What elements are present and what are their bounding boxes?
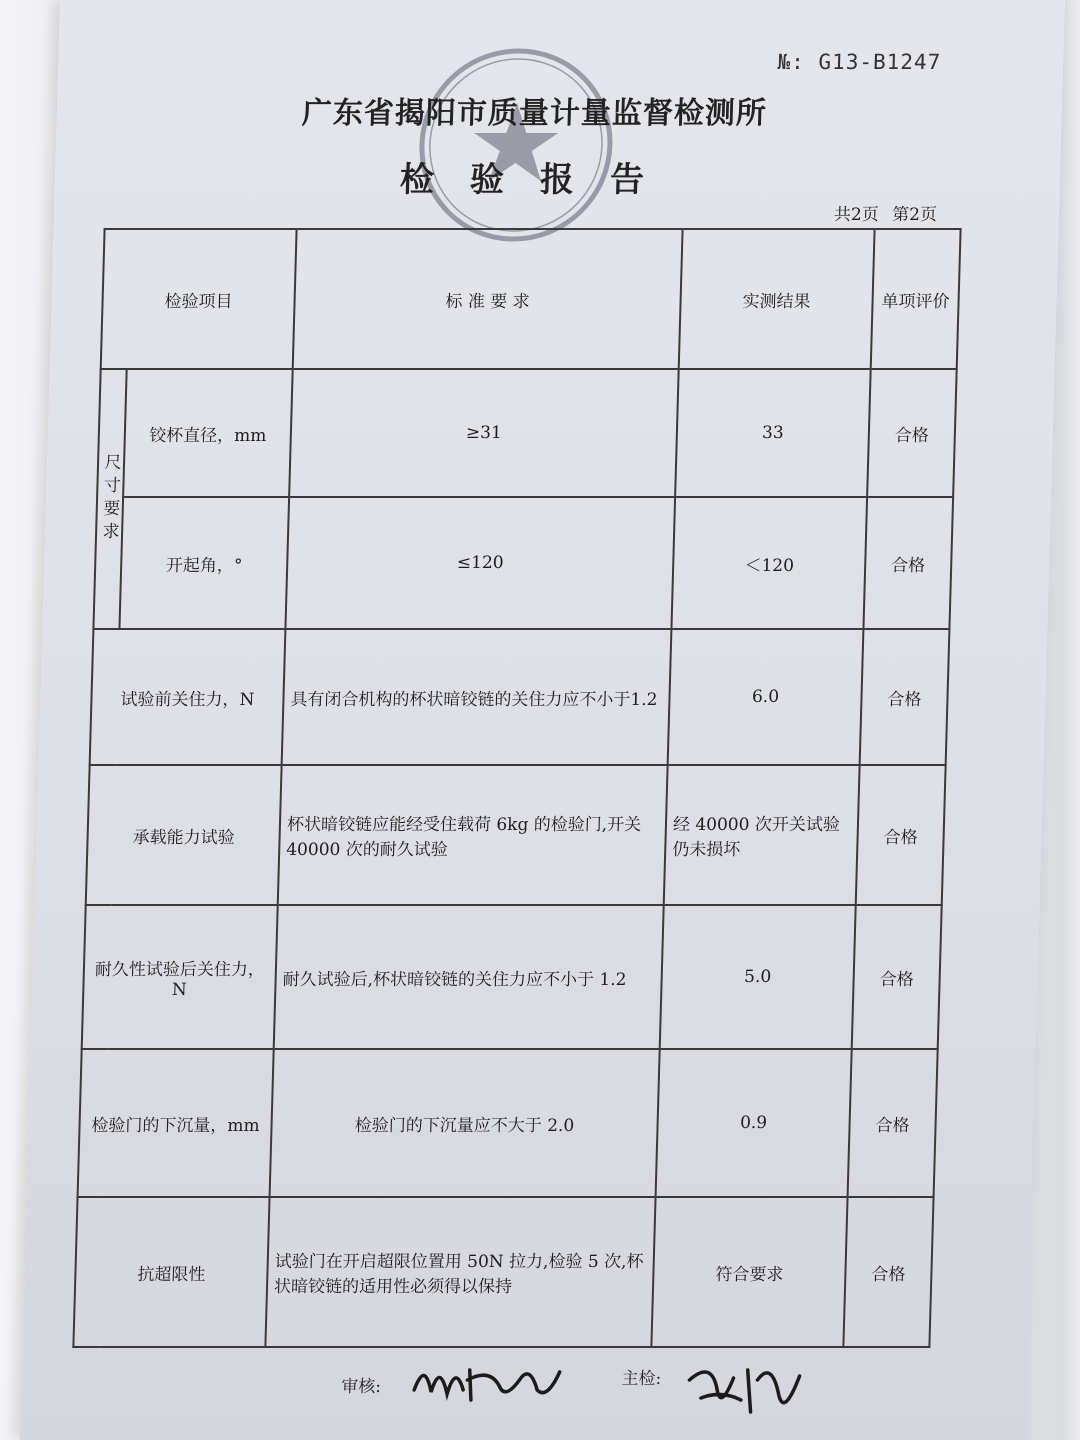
row-rating: 合格 [843, 1197, 933, 1347]
report-page [20, 0, 1065, 1440]
group-label: 尺寸要求 [93, 369, 126, 629]
row-result: 5.0 [660, 905, 856, 1049]
row-standard: ≤120 [285, 497, 675, 629]
page-count: 共2页 第2页 [833, 205, 938, 225]
table-header-row [101, 229, 961, 369]
header-rating: 单项评价 [871, 229, 961, 369]
inspector-label: 主检: [621, 1369, 662, 1389]
table-row [82, 905, 942, 1049]
row-result: 6.0 [668, 629, 864, 765]
report-number: №: G13-B1247 [777, 50, 942, 74]
reviewer-signature [409, 1350, 571, 1410]
row-standard: 耐久试验后,杯状暗铰链的关住力应不小于 1.2 [274, 905, 664, 1049]
inspector-signature [680, 1350, 812, 1420]
header-standard: 标 准 要 求 [293, 229, 683, 369]
table-row [86, 765, 946, 905]
table-row [93, 497, 953, 629]
row-item: 铰杯直径，mm [123, 369, 293, 497]
page-edge-glare [1062, 0, 1080, 1440]
row-rating: 合格 [848, 1049, 938, 1197]
row-result: ＜120 [671, 497, 867, 629]
row-rating: 合格 [852, 905, 942, 1049]
row-rating: 合格 [860, 629, 950, 765]
row-item: 开起角，° [119, 497, 289, 629]
document-title: 检验报告 [399, 160, 681, 200]
row-standard: 检验门的下沉量应不大于 2.0 [270, 1049, 660, 1197]
row-standard: 杯状暗铰链应能经受住载荷 6kg 的检验门,开关40000 次的耐久试验 [278, 765, 668, 905]
inspection-table [72, 228, 961, 1348]
row-item: 耐久性试验后关住力，N [82, 905, 278, 1049]
table-row [90, 629, 950, 765]
row-item: 检验门的下沉量，mm [78, 1049, 274, 1197]
row-result: 符合要求 [651, 1197, 847, 1347]
row-result: 33 [675, 369, 871, 497]
table-row [97, 369, 957, 497]
row-result: 0.9 [656, 1049, 852, 1197]
reviewer-label: 审核: [340, 1377, 382, 1397]
table-row [73, 1197, 933, 1347]
row-rating: 合格 [856, 765, 946, 905]
row-item: 抗超限性 [73, 1197, 269, 1347]
row-standard: ≥31 [289, 369, 679, 497]
table-row [78, 1049, 938, 1197]
institute-name: 广东省揭阳市质量计量监督检测所 [301, 96, 768, 131]
header-result: 实测结果 [679, 229, 875, 369]
inspection-table-wrapper [72, 228, 959, 1348]
row-item: 承载能力试验 [86, 765, 282, 905]
signature-row [340, 1350, 942, 1420]
row-rating: 合格 [867, 369, 957, 497]
row-rating: 合格 [863, 497, 953, 629]
header-item: 检验项目 [101, 229, 297, 369]
row-item: 试验前关住力，N [90, 629, 286, 765]
official-seal [413, 45, 619, 245]
row-standard: 具有闭合机构的杯状暗铰链的关住力应不小于1.2 [282, 629, 672, 765]
row-standard: 试验门在开启超限位置用 50N 拉力,检验 5 次,杯状暗铰链的适用性必须得以保持 [265, 1197, 655, 1347]
row-result: 经 40000 次开关试验仍未损坏 [664, 765, 860, 905]
